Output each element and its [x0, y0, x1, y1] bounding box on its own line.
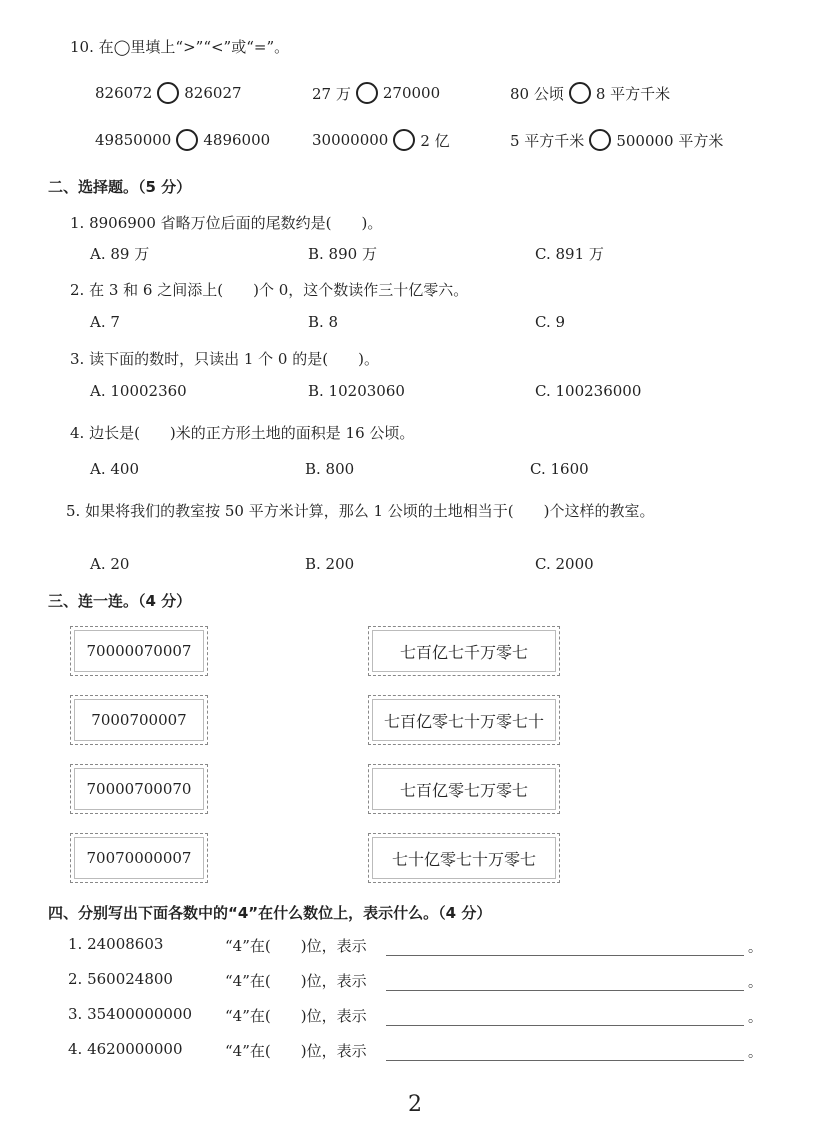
item-number: 1. 24008603	[68, 935, 164, 953]
compare-right: 2 亿	[420, 131, 450, 150]
option-a[interactable]: A. 7	[90, 313, 120, 331]
item-prompt: “4”在( )位，表示	[225, 972, 367, 990]
compare-item	[95, 129, 270, 151]
match-left-box[interactable]: 70070000007	[70, 833, 208, 883]
section-heading: 四、分别写出下面各数中的“4”在什么数位上，表示什么。（4 分）	[48, 904, 492, 922]
compare-item	[312, 82, 440, 104]
option-c[interactable]: C. 2000	[535, 555, 594, 573]
q10-title: 10. 在◯里填上“>”“<”或“=”。	[70, 38, 290, 56]
match-right-box[interactable]: 七十亿零七十万零七	[368, 833, 560, 883]
item-prompt: “4”在( )位，表示	[225, 1042, 367, 1060]
option-b[interactable]: B. 800	[305, 460, 355, 478]
option-a[interactable]: A. 400	[90, 460, 139, 478]
compare-item	[510, 129, 723, 151]
period-mark: 。	[748, 975, 762, 991]
option-a[interactable]: A. 20	[90, 555, 130, 573]
option-c[interactable]: C. 1600	[530, 460, 589, 478]
compare-right: 826027	[184, 84, 242, 102]
match-right-box[interactable]: 七百亿七千万零七	[368, 626, 560, 676]
compare-right: 4896000	[203, 131, 271, 149]
compare-left: 30000000	[312, 131, 389, 149]
item-prompt: “4”在( )位，表示	[225, 937, 367, 955]
compare-left: 80 公顷	[510, 84, 564, 103]
option-b[interactable]: B. 8	[308, 313, 339, 331]
period-mark: 。	[748, 1010, 762, 1026]
period-mark: 。	[748, 940, 762, 956]
match-right-box[interactable]: 七百亿零七万零七	[368, 764, 560, 814]
answer-line[interactable]	[386, 1060, 744, 1061]
page-number: 2	[408, 1092, 422, 1117]
option-a[interactable]: A. 10002360	[90, 382, 187, 400]
question-text: 4. 边长是( )米的正方形土地的面积是 16 公顷。	[70, 424, 415, 442]
match-left-box[interactable]: 70000070007	[70, 626, 208, 676]
section-heading: 二、选择题。（5 分）	[48, 178, 192, 196]
answer-circle[interactable]	[176, 129, 198, 151]
item-prompt: “4”在( )位，表示	[225, 1007, 367, 1025]
compare-right: 500000 平方米	[616, 131, 724, 150]
answer-line[interactable]	[386, 955, 744, 956]
answer-circle[interactable]	[356, 82, 378, 104]
question-text: 2. 在 3 和 6 之间添上( )个 0，这个数读作三十亿零六。	[70, 281, 469, 299]
period-mark: 。	[748, 1045, 762, 1061]
item-number: 4. 4620000000	[68, 1040, 183, 1058]
answer-line[interactable]	[386, 1025, 744, 1026]
item-number: 2. 560024800	[68, 970, 173, 988]
option-b[interactable]: B. 890 万	[308, 245, 377, 263]
compare-left: 5 平方千米	[510, 131, 585, 150]
question-text: 5. 如果将我们的教室按 50 平方米计算，那么 1 公顷的土地相当于( )个这样的教室。	[66, 502, 655, 520]
compare-left: 49850000	[95, 131, 172, 149]
option-b[interactable]: B. 200	[305, 555, 355, 573]
match-left-box[interactable]: 70000700070	[70, 764, 208, 814]
option-c[interactable]: C. 100236000	[535, 382, 642, 400]
answer-circle[interactable]	[393, 129, 415, 151]
compare-item	[510, 82, 670, 104]
match-left-box[interactable]: 7000700007	[70, 695, 208, 745]
option-c[interactable]: C. 9	[535, 313, 566, 331]
compare-left: 27 万	[312, 84, 351, 103]
item-number: 3. 35400000000	[68, 1005, 193, 1023]
match-right-box[interactable]: 七百亿零七十万零七十	[368, 695, 560, 745]
compare-item	[312, 129, 450, 151]
section-heading: 三、连一连。（4 分）	[48, 592, 192, 610]
compare-right: 270000	[382, 84, 441, 102]
compare-item	[95, 82, 242, 104]
compare-left: 826072	[95, 84, 153, 102]
answer-circle[interactable]	[157, 82, 179, 104]
answer-circle[interactable]	[569, 82, 591, 104]
question-text: 1. 8906900 省略万位后面的尾数约是( )。	[70, 214, 383, 232]
answer-circle[interactable]	[589, 129, 611, 151]
option-a[interactable]: A. 89 万	[90, 245, 150, 263]
option-c[interactable]: C. 891 万	[535, 245, 604, 263]
question-text: 3. 读下面的数时，只读出 1 个 0 的是( )。	[70, 350, 379, 368]
answer-line[interactable]	[386, 990, 744, 991]
compare-right: 8 平方千米	[595, 84, 671, 103]
option-b[interactable]: B. 10203060	[308, 382, 405, 400]
